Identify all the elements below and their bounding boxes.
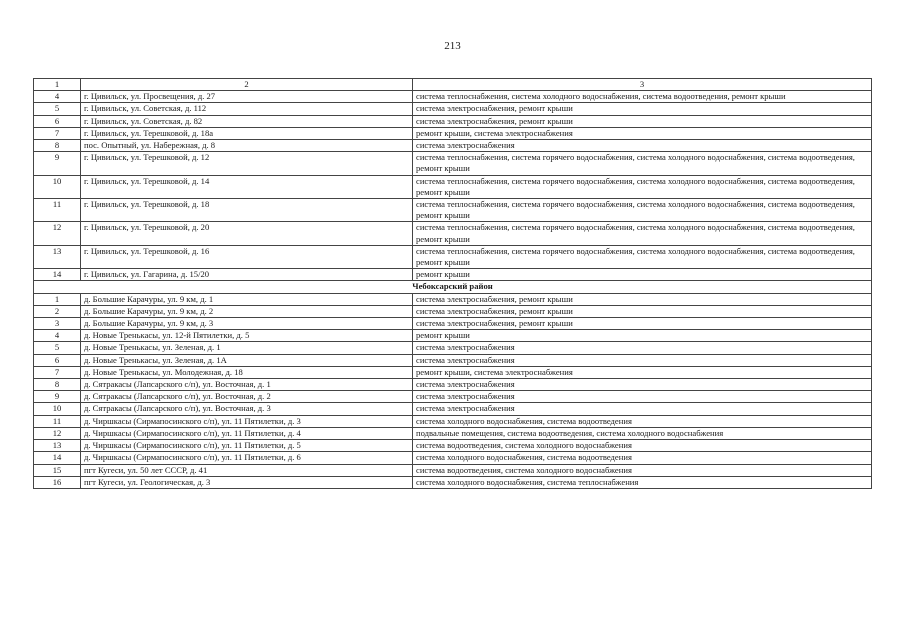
page-number: 213: [444, 40, 461, 52]
row-number-cell: 12: [34, 427, 81, 439]
works-cell: система теплоснабжения, система горячего водоснабжения, система холодного водоснабжения, система водоотведения, ремонт крыши: [413, 152, 872, 175]
table-row: [34, 152, 872, 175]
works-cell: система теплоснабжения, система горячего водоснабжения, система холодного водоснабжения, система водоотведения, ремонт крыши: [413, 175, 872, 198]
table-row: [34, 245, 872, 268]
works-cell: система теплоснабжения, система горячего водоснабжения, система холодного водоснабжения, система водоотведения, ремонт крыши: [413, 222, 872, 245]
row-number-cell: 9: [34, 391, 81, 403]
table-row: [34, 175, 872, 198]
address-cell: пгт Кугеси, ул. Геологическая, д. 3: [81, 476, 413, 488]
table-row: [34, 415, 872, 427]
table-row: [34, 115, 872, 127]
section-title-row: [34, 281, 872, 293]
row-number-cell: 13: [34, 245, 81, 268]
works-cell: ремонт крыши: [413, 269, 872, 281]
row-number-cell: 2: [34, 305, 81, 317]
table-row: [34, 91, 872, 103]
row-number-cell: 4: [34, 91, 81, 103]
table-row: [34, 330, 872, 342]
table-row: [34, 379, 872, 391]
table-row: [34, 140, 872, 152]
address-cell: г. Цивильск, ул. Терешковой, д. 18: [81, 199, 413, 222]
address-cell: пгт Кугеси, ул. 50 лет СССР, д. 41: [81, 464, 413, 476]
works-cell: система водоотведения, система холодного водоснабжения: [413, 464, 872, 476]
address-cell: д. Новые Тренькасы, ул. 12-й Пятилетки, д. 5: [81, 330, 413, 342]
table-header-row: [34, 79, 872, 91]
table-row: [34, 342, 872, 354]
row-number-cell: 6: [34, 115, 81, 127]
header-cell-number: 1: [34, 79, 81, 91]
works-cell: система водоотведения, система холодного водоснабжения: [413, 440, 872, 452]
repair-table: [33, 78, 872, 489]
address-cell: д. Сятракасы (Лапсарского с/п), ул. Восточная, д. 1: [81, 379, 413, 391]
address-cell: г. Цивильск, ул. Терешковой, д. 14: [81, 175, 413, 198]
table-row: [34, 366, 872, 378]
works-cell: система теплоснабжения, система горячего водоснабжения, система холодного водоснабжения, система водоотведения, ремонт крыши: [413, 199, 872, 222]
works-cell: система электроснабжения, ремонт крыши: [413, 103, 872, 115]
address-cell: д. Новые Тренькасы, ул. Зеленая, д. 1А: [81, 354, 413, 366]
table-row: [34, 464, 872, 476]
table-row: [34, 127, 872, 139]
address-cell: д. Большие Карачуры, ул. 9 км, д. 3: [81, 318, 413, 330]
table-row: [34, 354, 872, 366]
row-number-cell: 3: [34, 318, 81, 330]
address-cell: г. Цивильск, ул. Советская, д. 82: [81, 115, 413, 127]
table-row: [34, 199, 872, 222]
row-number-cell: 14: [34, 269, 81, 281]
row-number-cell: 5: [34, 103, 81, 115]
table-row: [34, 452, 872, 464]
table-row: [34, 103, 872, 115]
address-cell: д. Чиршкасы (Сирмапосинского с/п), ул. 11 Пятилетки, д. 4: [81, 427, 413, 439]
table-row: [34, 305, 872, 317]
address-cell: г. Цивильск, ул. Терешковой, д. 18а: [81, 127, 413, 139]
works-cell: система теплоснабжения, система горячего водоснабжения, система холодного водоснабжения, система водоотведения, ремонт крыши: [413, 245, 872, 268]
table-row: [34, 403, 872, 415]
table-row: [34, 222, 872, 245]
address-cell: д. Новые Тренькасы, ул. Молодежная, д. 18: [81, 366, 413, 378]
address-cell: д. Сятракасы (Лапсарского с/п), ул. Восточная, д. 3: [81, 403, 413, 415]
row-number-cell: 11: [34, 199, 81, 222]
works-cell: система электроснабжения: [413, 391, 872, 403]
works-cell: система электроснабжения: [413, 379, 872, 391]
works-cell: система электроснабжения, ремонт крыши: [413, 305, 872, 317]
row-number-cell: 10: [34, 175, 81, 198]
row-number-cell: 9: [34, 152, 81, 175]
address-cell: г. Цивильск, ул. Терешковой, д. 16: [81, 245, 413, 268]
section-title: Чебоксарский район: [34, 281, 872, 293]
address-cell: г. Цивильск, ул. Терешковой, д. 12: [81, 152, 413, 175]
works-cell: ремонт крыши, система электроснабжения: [413, 127, 872, 139]
row-number-cell: 1: [34, 293, 81, 305]
works-cell: система холодного водоснабжения, система теплоснабжения: [413, 476, 872, 488]
table-row: [34, 427, 872, 439]
address-cell: д. Чиршкасы (Сирмапосинского с/п), ул. 11 Пятилетки, д. 5: [81, 440, 413, 452]
row-number-cell: 14: [34, 452, 81, 464]
works-cell: подвальные помещения, система водоотведения, система холодного водоснабжения: [413, 427, 872, 439]
works-cell: система электроснабжения, ремонт крыши: [413, 293, 872, 305]
row-number-cell: 11: [34, 415, 81, 427]
row-number-cell: 16: [34, 476, 81, 488]
works-cell: система электроснабжения: [413, 354, 872, 366]
works-cell: система электроснабжения: [413, 403, 872, 415]
works-cell: ремонт крыши, система электроснабжения: [413, 366, 872, 378]
works-cell: система электроснабжения, ремонт крыши: [413, 318, 872, 330]
row-number-cell: 6: [34, 354, 81, 366]
table-row: [34, 391, 872, 403]
address-cell: д. Большие Карачуры, ул. 9 км, д. 1: [81, 293, 413, 305]
table-row: [34, 269, 872, 281]
address-cell: г. Цивильск, ул. Гагарина, д. 15/20: [81, 269, 413, 281]
header-cell-works: 3: [413, 79, 872, 91]
address-cell: г. Цивильск, ул. Терешковой, д. 20: [81, 222, 413, 245]
row-number-cell: 4: [34, 330, 81, 342]
row-number-cell: 13: [34, 440, 81, 452]
works-cell: система теплоснабжения, система холодного водоснабжения, система водоотведения, ремонт крыши: [413, 91, 872, 103]
address-cell: д. Чиршкасы (Сирмапосинского с/п), ул. 11 Пятилетки, д. 3: [81, 415, 413, 427]
row-number-cell: 7: [34, 366, 81, 378]
works-cell: система электроснабжения: [413, 342, 872, 354]
address-cell: д. Чиршкасы (Сирмапосинского с/п), ул. 11 Пятилетки, д. 6: [81, 452, 413, 464]
row-number-cell: 10: [34, 403, 81, 415]
address-cell: д. Новые Тренькасы, ул. Зеленая, д. 1: [81, 342, 413, 354]
address-cell: г. Цивильск, ул. Советская, д. 112: [81, 103, 413, 115]
header-cell-address: 2: [81, 79, 413, 91]
row-number-cell: 12: [34, 222, 81, 245]
works-cell: система электроснабжения: [413, 140, 872, 152]
works-cell: система электроснабжения, ремонт крыши: [413, 115, 872, 127]
row-number-cell: 8: [34, 140, 81, 152]
works-cell: ремонт крыши: [413, 330, 872, 342]
table-row: [34, 440, 872, 452]
table-row: [34, 293, 872, 305]
works-cell: система холодного водоснабжения, система водоотведения: [413, 415, 872, 427]
row-number-cell: 5: [34, 342, 81, 354]
address-cell: пос. Опытный, ул. Набережная, д. 8: [81, 140, 413, 152]
table-row: [34, 476, 872, 488]
works-cell: система холодного водоснабжения, система водоотведения: [413, 452, 872, 464]
row-number-cell: 8: [34, 379, 81, 391]
address-cell: д. Большие Карачуры, ул. 9 км, д. 2: [81, 305, 413, 317]
address-cell: д. Сятракасы (Лапсарского с/п), ул. Восточная, д. 2: [81, 391, 413, 403]
row-number-cell: 7: [34, 127, 81, 139]
address-cell: г. Цивильск, ул. Просвещения, д. 27: [81, 91, 413, 103]
table-row: [34, 318, 872, 330]
row-number-cell: 15: [34, 464, 81, 476]
